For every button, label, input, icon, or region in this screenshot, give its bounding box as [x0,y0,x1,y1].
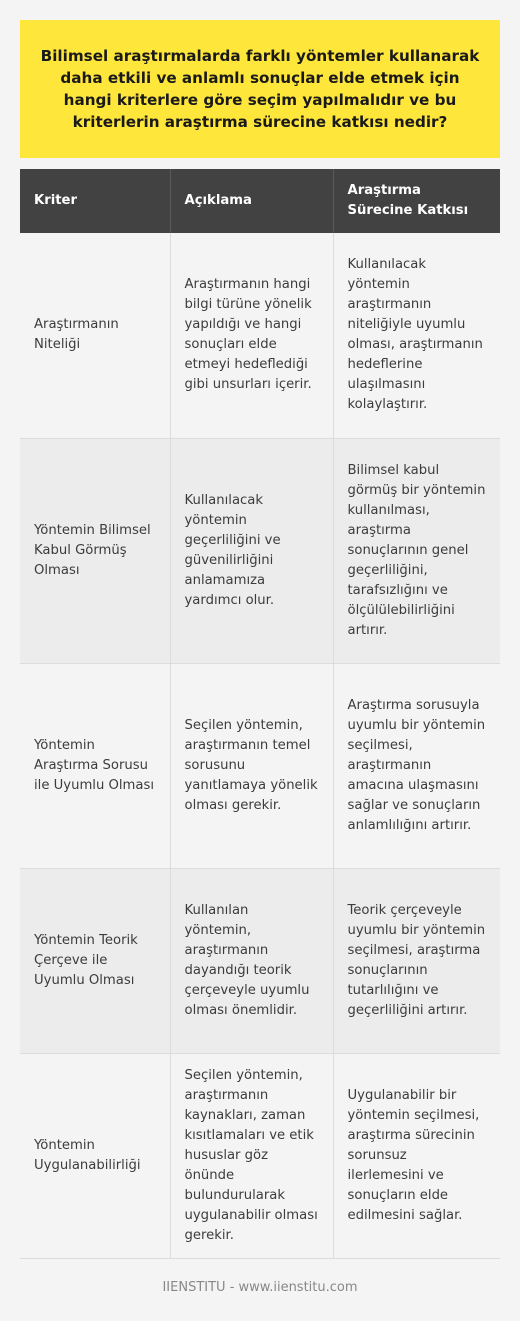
header-criterion: Kriter [20,169,170,233]
cell-description: Araştırmanın hangi bilgi türüne yönelik yapıldığı ve hangi sonuçları elde etmeyi hedeflediği gibi unsurları içerir. [170,233,333,438]
cell-criterion: Yöntemin Araştırma Sorusu ile Uyumlu Olması [20,663,170,868]
table-row [20,438,500,663]
table-row [20,233,500,438]
page-title: Bilimsel araştırmalarda farklı yöntemler kullanarak daha etkili ve anlamlı sonuçlar elde etmek için hangi kriterlere göre seçim yapılmalıdır ve bu kriterlerin araştırma sürecine katkısı nedir? [40,47,480,131]
title-banner [20,20,500,158]
table-row [20,868,500,1053]
cell-description: Kullanılan yöntemin, araştırmanın dayandığı teorik çerçeveyle uyumlu olması önemlidir. [170,868,333,1053]
table-header-row [20,169,500,233]
table-row [20,1053,500,1258]
criteria-table [20,169,500,1259]
cell-description: Seçilen yöntemin, araştırmanın kaynakları, zaman kısıtlamaları ve etik hususlar göz önünde bulundurularak uygulanabilir olması gerekir. [170,1053,333,1258]
cell-criterion: Yöntemin Bilimsel Kabul Görmüş Olması [20,438,170,663]
cell-description: Kullanılacak yöntemin geçerliliğini ve güvenilirliğini anlamamıza yardımcı olur. [170,438,333,663]
cell-contribution: Bilimsel kabul görmüş bir yöntemin kullanılması, araştırma sonuçlarının genel geçerliliğini, tarafsızlığını ve ölçülülebilirliğini artırır. [333,438,500,663]
cell-criterion: Yöntemin Uygulanabilirliği [20,1053,170,1258]
cell-contribution: Uygulanabilir bir yöntemin seçilmesi, araştırma sürecinin sorunsuz ilerlemesini ve sonuçların elde edilmesini sağlar. [333,1053,500,1258]
cell-contribution: Teorik çerçeveyle uyumlu bir yöntemin seçilmesi, araştırma sonuçlarının tutarlılığını ve geçerliliğini artırır. [333,868,500,1053]
header-description: Açıklama [170,169,333,233]
header-contribution: Araştırma Sürecine Katkısı [333,169,500,233]
cell-criterion: Araştırmanın Niteliği [20,233,170,438]
cell-description: Seçilen yöntemin, araştırmanın temel sorusunu yanıtlamaya yönelik olması gerekir. [170,663,333,868]
table-row [20,663,500,868]
cell-criterion: Yöntemin Teorik Çerçeve ile Uyumlu Olması [20,868,170,1053]
cell-contribution: Kullanılacak yöntemin araştırmanın niteliğiyle uyumlu olması, araştırmanın hedeflerine ulaşılmasını kolaylaştırır. [333,233,500,438]
cell-contribution: Araştırma sorusuyla uyumlu bir yöntemin seçilmesi, araştırmanın amacına ulaşmasını sağlar ve sonuçların anlamlılığını artırır. [333,663,500,868]
footer-credit: IIENSTITU - www.iienstitu.com [162,1280,358,1295]
